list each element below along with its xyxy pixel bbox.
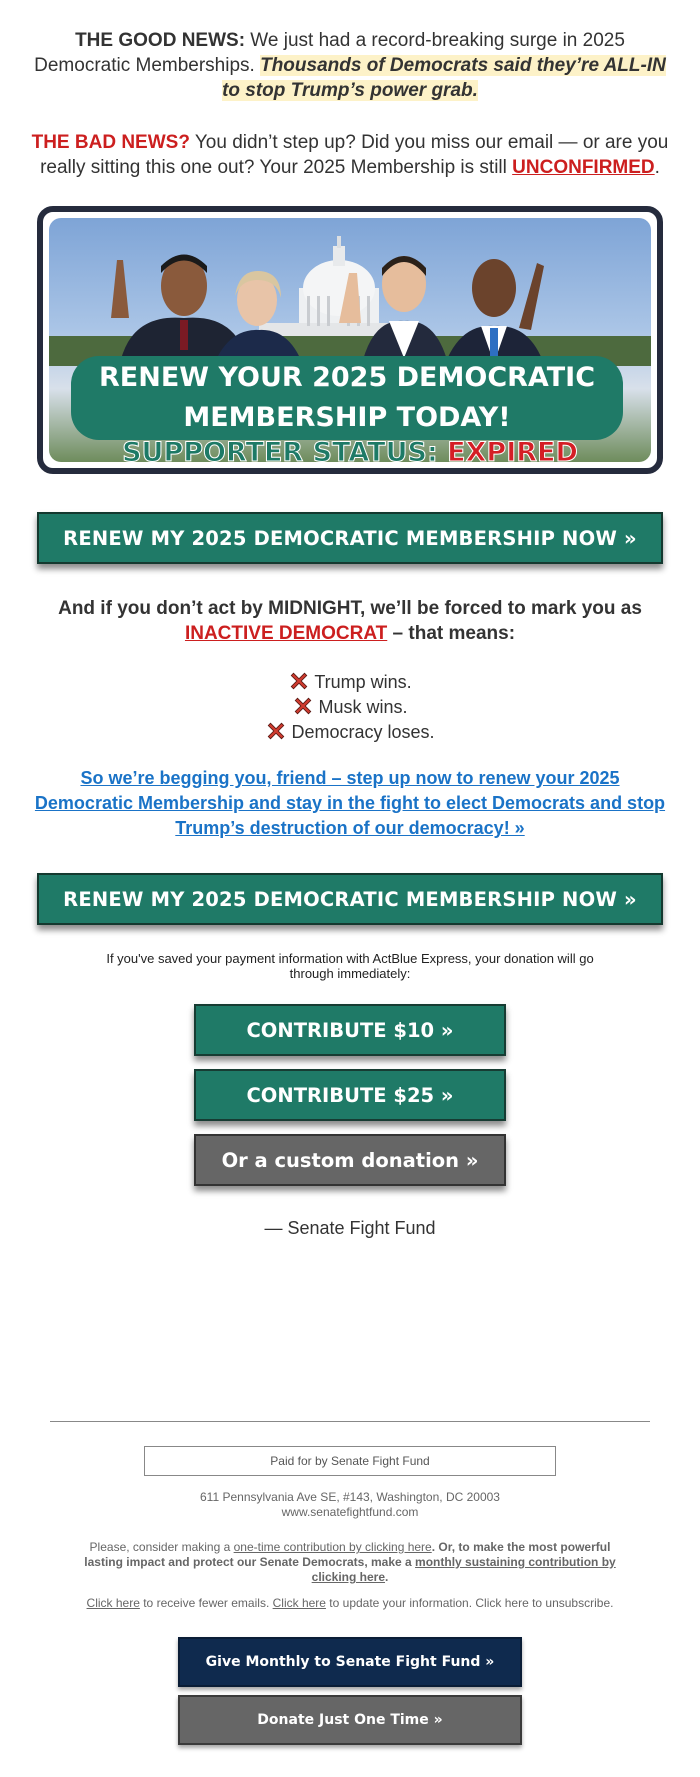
midnight-warning-text: And if you don’t act by MIDNIGHT, we’ll be forced to mark you as	[58, 598, 642, 619]
good-news-highlight: Thousands of Democrats said they’re ALL-IN to stop Trump’s power grab.	[222, 55, 666, 101]
donate-one-time-button[interactable]: Donate Just One Time »	[178, 1695, 522, 1745]
fewer-emails-link[interactable]: Click here	[86, 1596, 140, 1610]
list-item	[0, 670, 700, 695]
signature: — Senate Fight Fund	[264, 1218, 436, 1238]
x-mark-icon	[265, 720, 287, 742]
contribute-25-button[interactable]: CONTRIBUTE $25 »	[194, 1069, 506, 1121]
supporter-status-label: SUPPORTER STATUS:	[122, 437, 448, 462]
update-info-text: to update your information. Click here to unsubscribe.	[325, 1596, 614, 1610]
consequence-list	[0, 670, 700, 745]
inactive-democrat-link[interactable]: INACTIVE DEMOCRAT	[184, 623, 388, 644]
midnight-warning-end: – that means:	[387, 623, 516, 644]
bad-news-paragraph	[26, 130, 674, 180]
footer-address	[60, 1490, 640, 1520]
supporter-status	[49, 438, 651, 462]
consequence-1: Trump wins.	[314, 672, 412, 692]
monthly-contribution-link[interactable]: monthly sustaining contribution by clicking here	[311, 1555, 616, 1584]
footer-consider	[70, 1540, 630, 1585]
website-line: www.senatefightfund.com	[281, 1505, 419, 1519]
good-news-label: THE GOOD NEWS:	[75, 30, 246, 51]
footer-divider	[50, 1421, 650, 1422]
list-item	[0, 695, 700, 720]
consequence-3: Democracy loses.	[291, 722, 435, 742]
consider-text-start: Please, consider making a	[89, 1540, 234, 1554]
good-news-paragraph	[26, 28, 674, 103]
x-mark-icon	[288, 670, 310, 692]
contribute-10-button[interactable]: CONTRIBUTE $10 »	[194, 1004, 506, 1056]
renew-membership-button-2[interactable]: RENEW MY 2025 DEMOCRATIC MEMBERSHIP NOW »	[37, 873, 663, 925]
unconfirmed-link[interactable]: UNCONFIRMED	[512, 157, 655, 178]
renew-membership-button[interactable]: RENEW MY 2025 DEMOCRATIC MEMBERSHIP NOW »	[37, 512, 663, 564]
banner-title-line-2: MEMBERSHIP TODAY!	[183, 402, 511, 433]
footer-email-prefs	[40, 1596, 660, 1611]
renew-plea-link[interactable]: So we’re begging you, friend – step up now to renew your 2025 Democratic Membership and stay in the fight to elect Democrats and stop Trump’s destruction of our democracy! »	[34, 768, 666, 838]
good-news-text: We just had a record-breaking surge in 2025 Democratic Memberships.	[34, 30, 625, 76]
bad-news-end: .	[654, 157, 660, 178]
list-item	[0, 720, 700, 745]
give-monthly-button[interactable]: Give Monthly to Senate Fight Fund »	[178, 1637, 522, 1687]
custom-donation-button[interactable]: Or a custom donation »	[194, 1134, 506, 1186]
consequence-2: Musk wins.	[318, 697, 408, 717]
address-line: 611 Pennsylvania Ave SE, #143, Washington, DC 20003	[200, 1490, 500, 1504]
one-time-contribution-link[interactable]: one-time contribution by clicking here	[233, 1540, 432, 1554]
paid-for-box: Paid for by Senate Fight Fund	[144, 1446, 556, 1476]
consider-text-mid: . Or, to make the most powerful lasting impact and protect our Senate Democrats, make a	[84, 1540, 611, 1569]
update-info-link[interactable]: Click here	[272, 1596, 326, 1610]
x-mark-icon	[292, 695, 314, 717]
bad-news-label: THE BAD NEWS?	[31, 132, 190, 153]
midnight-warning	[26, 596, 674, 646]
fewer-emails-text: to receive fewer emails.	[139, 1596, 273, 1610]
bad-news-text: You didn’t step up? Did you miss our email — or are you really sitting this one out? Your 2025 Membership is still	[40, 132, 669, 178]
banner-title	[79, 358, 615, 438]
consider-text-end: .	[385, 1570, 389, 1584]
banner-title-line-1: RENEW YOUR 2025 DEMOCRATIC	[98, 362, 596, 393]
banner-image[interactable]	[49, 218, 651, 462]
renew-banner[interactable]	[37, 206, 663, 474]
actblue-express-note: If you've saved your payment information with ActBlue Express, your donation will go through immediately:	[106, 951, 594, 981]
supporter-status-value: EXPIRED	[447, 437, 578, 462]
